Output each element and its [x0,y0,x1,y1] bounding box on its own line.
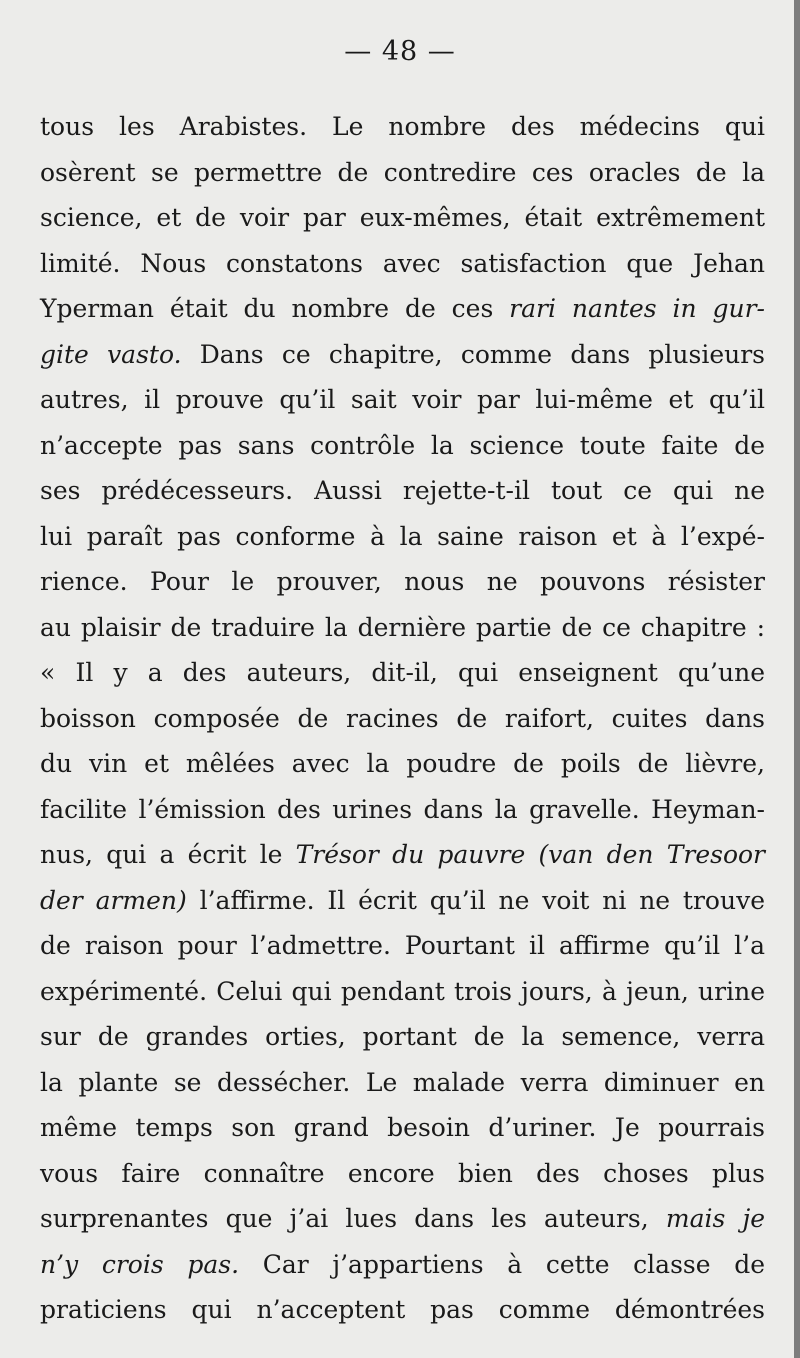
text-line [40,332,765,378]
text-segment: lui paraît pas conforme à la saine raison et à l’expé- [40,521,765,551]
text-segment: du vin et mêlées avec la poudre de poils de lièvre, [40,749,765,778]
text-segment: n’accepte pas sans contrôle la science toute faite de [40,430,765,460]
text-line [40,787,765,833]
text-line [40,605,765,651]
page-number: — 48 — [344,36,456,67]
text-line [40,1105,765,1151]
text-line [40,969,765,1015]
text-segment: praticiens qui n’acceptent pas comme démontrées [40,1295,765,1324]
text-line [40,696,765,742]
text-line [40,423,765,469]
text-segment: nus, qui a écrit le [40,840,296,869]
text-line [40,1060,765,1106]
italic-text-segment: gite vasto. [40,339,182,369]
text-line [40,1287,765,1333]
text-line [40,1151,765,1197]
text-line [40,241,765,287]
text-segment: surprenantes que j’ai lues dans les auteurs, [40,1204,666,1233]
text-segment: même temps son grand besoin d’uriner. Je pourrais [40,1113,765,1142]
text-segment: Yperman était du nombre de ces [40,294,510,323]
text-line [40,286,765,332]
text-line [40,377,765,423]
text-line [40,1242,765,1288]
text-line [40,1014,765,1060]
text-line [40,878,765,924]
text-segment: Car j’appartiens à cette classe de [239,1249,766,1279]
italic-text-segment: n’y crois pas. [40,1249,240,1279]
text-line [40,150,765,196]
text-line [40,559,765,605]
italic-text-segment: Trésor du pauvre (van den Tresoor [295,840,765,869]
italic-text-segment: rari nantes in gur- [509,294,765,323]
text-line [40,468,765,514]
text-line [40,832,765,878]
text-segment: ses prédécesseurs. Aussi rejette-t-il tout ce qui ne [40,476,765,505]
text-segment: vous faire connaître encore bien des choses plus [40,1158,765,1188]
text-segment: de raison pour l’admettre. Pourtant il affirme qu’il l’a [40,931,765,960]
text-line [40,741,765,787]
text-segment: l’affirme. Il écrit qu’il ne voit ni ne trouve [186,885,765,915]
text-segment: la plante se dessécher. Le malade verra diminuer en [40,1067,765,1097]
text-segment: limité. Nous constatons avec satisfaction que Jehan [40,248,765,278]
italic-text-segment: mais je [665,1204,765,1233]
text-segment: au plaisir de traduire la dernière partie de ce chapitre : [40,612,765,642]
text-segment: science, et de voir par eux-mêmes, était extrêmement [40,203,765,232]
text-line [40,104,765,150]
text-segment: expérimenté. Celui qui pendant trois jours, à jeun, urine [40,976,765,1006]
italic-text-segment: der armen) [40,885,187,915]
text-line [40,923,765,969]
text-segment: tous les Arabistes. Le nombre des médecins qui [40,112,765,141]
text-line [40,1196,765,1242]
text-segment: Dans ce chapitre, comme dans plusieurs [181,339,765,369]
text-segment: osèrent se permettre de contredire ces oracles de la [40,157,765,187]
text-line [40,195,765,241]
text-segment: « Il y a des auteurs, dit-il, qui enseignent qu’une [40,658,765,687]
text-line [40,514,765,560]
text-segment: facilite l’émission des urines dans la gravelle. Heyman- [40,794,765,824]
text-segment: boisson composée de racines de raifort, cuites dans [40,703,765,733]
text-line [40,650,765,696]
text-segment: autres, il prouve qu’il sait voir par lui-même et qu’il [40,385,765,414]
text-segment: sur de grandes orties, portant de la semence, verra [40,1022,765,1051]
page-edge-shadow [794,0,800,1358]
text-segment: rience. Pour le prouver, nous ne pouvons résister [40,567,765,596]
body-text [40,104,765,1333]
